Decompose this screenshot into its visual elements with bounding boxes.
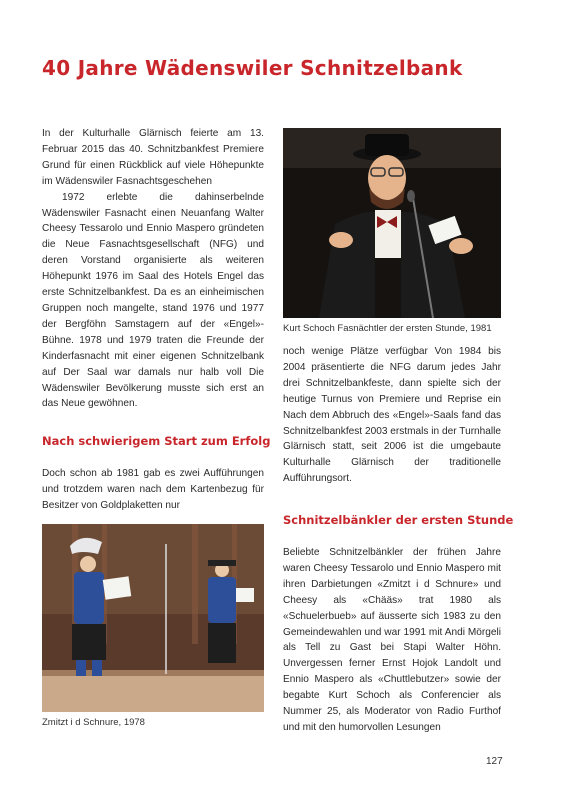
- stage-photo-zmitzt: [42, 524, 264, 712]
- success-paragraph: Doch schon ab 1981 gab es zwei Aufführungen und trotzdem waren nach dem Kartenbezug für Besitzer von Goldplaketten nur: [42, 468, 264, 511]
- page-title: 40 Jahre Wädenswiler Schnitzelbank: [42, 56, 463, 80]
- venue-paragraph: noch wenige Plätze verfügbar Von 1984 bis 2004 präsentierte die NFG darum jedes Jahr drei Schnitzelbankfeste, dann spielte sich der heutige Turnus von Premiere und Reprise ein Nach dem Abbruch des «Engel»-Saals fand das Schnitzelbankfest 2003 erstmals in der Turnhalle Glärnisch statt, seit 2006 ist die umgebaute Kulturhalle Glärnisch der traditionelle Aufführungsort.: [283, 346, 501, 485]
- photo-caption-zmitzt: Zmitzt i d Schnure, 1978: [42, 717, 145, 728]
- intro-paragraph: In der Kulturhalle Glärnisch feierte am 13. Februar 2015 das 40. Schnitzbankfest Premiere Grund für einen Rückblick auf viele Höhepunkte im Wädenswiler Fasnachtsgeschehen 1972 erlebte die dahinserbelnde Wädenswiler Fasnacht einen Neuanfang Walter Cheesy Tessarolo und Ennio Maspero gründeten die Neue Fasnachtsgesellschaft (NFG) und deren Vorstand organisierte als weiteren Höhepunkt 1976 im Saal des Hotels Engel das erste Schnitzelbankfest. Da es an einheimischen Gruppen noch mangelte, stand 1976 und 1977 der Bergföhn Samstagern auf der «Engel»-Bühne. 1978 und 1979 traten die Freunde der Kinderfasnacht mit einer eigenen Schnitzelbank auf Der Saal war damals nur halb voll Die Wädenswiler Bevölkerung musste sich erst an das Neue gewöhnen.: [42, 126, 264, 412]
- page-number: 127: [486, 756, 503, 767]
- photo-caption-kurt-schoch: Kurt Schoch Fasnächtler der ersten Stunde, 1981: [283, 323, 492, 334]
- portrait-photo-kurt-schoch: [283, 128, 501, 318]
- performers-paragraph: Beliebte Schnitzelbänkler der frühen Jahre waren Cheesy Tessarolo und Ennio Maspero mit ihren Darbietungen «Zmitzt i d Schnure» und Cheesy als «Chääs» trat 1980 als «Schuelerbueb» auf äusserte sich 1983 zu den Gemeindewahlen und war 1991 mit Andi Mörgeli als Tell zu Gast bei Stapi Walter Höhn. Unvergessen ferner Ernst Hojok Landolt und Ennio Maspero als «Chuttlebutzer» sowie der begabte Kurt Schoch als Conferencier als Nummer 25, als Moderator von Radio Furthof und mit den humorvollen Lesungen: [283, 547, 501, 733]
- section-heading-first-hour: Schnitzelbänkler der ersten Stunde: [283, 513, 514, 527]
- section-heading-success: Nach schwierigem Start zum Erfolg: [42, 434, 271, 448]
- history-paragraph: 1972 erlebte die dahinserbelnde Wädenswiler Fasnacht einen Neuanfang Walter Cheesy Tessarolo und Ennio Maspero gründeten die Neue Fasnachtsgesellschaft (NFG) und deren Vorstand organisierte als weiteren Höhepunkt 1976 im Saal des Hotels Engel das erste Schnitzelbankfest. Da es an einheimischen Gruppen noch mangelte, stand 1976 und 1977 der Bergföhn Samstagern auf der «Engel»-Bühne. 1978 und 1979 traten die Freunde der Kinderfasnacht mit einer eigenen Schnitzelbank auf Der Saal war damals nur halb voll Die Wädenswiler Bevölkerung musste sich erst an das Neue gewöhnen.: [42, 191, 264, 410]
